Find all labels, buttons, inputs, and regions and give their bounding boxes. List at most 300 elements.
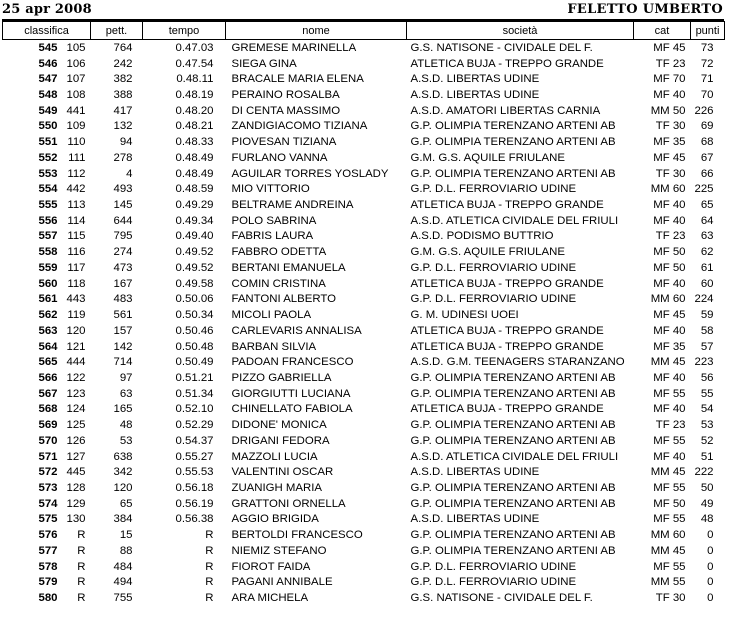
athlete-name: ZANDIGIACOMO TIZIANA [231, 120, 368, 133]
athlete-name: GIORGIUTTI LUCIANA [231, 387, 351, 400]
bib-number: 755 [113, 592, 133, 605]
finish-time: 0.48.49 [175, 151, 214, 164]
points: 55 [700, 387, 714, 400]
table-row [3, 417, 725, 433]
athlete-name: PIZZO GABRIELLA [231, 371, 332, 384]
bib-number: 157 [113, 324, 133, 337]
rank-overall: 562 [38, 309, 58, 322]
athlete-name: COMIN CRISTINA [231, 277, 326, 290]
rank-overall: 580 [38, 592, 58, 605]
rank-overall: 545 [38, 41, 58, 54]
rank-class: 105 [66, 41, 86, 54]
athlete-name: BERTANI EMANUELA [231, 261, 346, 274]
team-name: G.S. NATISONE - CIVIDALE DEL F. [410, 592, 593, 605]
category: MF 55 [653, 434, 686, 447]
team-name: G.M. G.S. AQUILE FRIULANE [410, 246, 565, 259]
rank-class: 443 [66, 293, 86, 306]
rank-class: 444 [66, 356, 86, 369]
team-name: G.P. D.L. FERROVIARIO UDINE [410, 576, 577, 589]
rank-overall: 561 [38, 293, 58, 306]
rank-class: 113 [67, 199, 86, 212]
category: TF 23 [655, 419, 686, 432]
table-row [3, 590, 725, 606]
finish-time: 0.49.40 [175, 230, 214, 243]
finish-time: 0.52.29 [175, 419, 214, 432]
table-row [3, 87, 725, 103]
athlete-name: FURLANO VANNA [231, 151, 328, 164]
finish-time: 0.49.34 [175, 214, 214, 227]
bib-number: 473 [113, 261, 133, 274]
athlete-name: BERTOLDI FRANCESCO [231, 529, 363, 542]
bib-number: 48 [119, 419, 133, 432]
rank-class: 123 [66, 387, 86, 400]
rank-class: R [77, 529, 86, 542]
team-name: G.P. D.L. FERROVIARIO UDINE [410, 261, 577, 274]
category: MF 40 [653, 324, 686, 337]
team-name: A.S.D. LIBERTAS UDINE [410, 513, 540, 526]
table-row [3, 370, 725, 386]
category: MF 40 [653, 450, 686, 463]
points: 226 [694, 104, 714, 117]
category: MM 50 [650, 104, 686, 117]
category: MM 45 [650, 544, 686, 557]
rank-class: R [77, 544, 86, 557]
rank-class: R [77, 576, 86, 589]
rank-class: R [77, 592, 86, 605]
team-name: ATLETICA BUJA - TREPPO GRANDE [410, 277, 604, 290]
team-name: ATLETICA BUJA - TREPPO GRANDE [410, 324, 604, 337]
category: MF 40 [653, 371, 686, 384]
table-row [3, 512, 725, 528]
points: 73 [700, 41, 714, 54]
rank-class: 107 [66, 73, 86, 86]
category: MF 40 [653, 277, 686, 290]
table-row [3, 527, 725, 543]
team-name: G.P. D.L. FERROVIARIO UDINE [410, 183, 577, 196]
rank-overall: 550 [38, 120, 58, 133]
athlete-name: NIEMIZ STEFANO [231, 544, 327, 557]
rank-class: 442 [66, 183, 86, 196]
athlete-name: BARBAN SILVIA [231, 340, 317, 353]
bib-number: 493 [113, 183, 133, 196]
bib-number: 97 [119, 371, 133, 384]
finish-time: 0.48.20 [175, 104, 214, 117]
category: MF 50 [653, 497, 686, 510]
rank-overall: 556 [38, 214, 58, 227]
category: MF 40 [653, 403, 686, 416]
bib-number: 120 [113, 481, 133, 494]
finish-time: 0.48.59 [175, 183, 214, 196]
points: 65 [700, 199, 714, 212]
category: MM 45 [650, 356, 686, 369]
rank-overall: 569 [38, 419, 58, 432]
athlete-name: PERAINO ROSALBA [231, 89, 340, 102]
bib-number: 795 [113, 230, 133, 243]
table-row [3, 181, 725, 197]
athlete-name: BELTRAME ANDREINA [231, 199, 354, 212]
category: TF 23 [655, 230, 686, 243]
col-header-classifica: classifica [3, 22, 91, 40]
athlete-name: MAZZOLI LUCIA [231, 450, 318, 463]
rank-class: 120 [66, 324, 86, 337]
bib-number: 94 [119, 136, 133, 149]
rank-overall: 579 [38, 576, 58, 589]
athlete-name: AGGIO BRIGIDA [231, 513, 319, 526]
team-name: A.S.D. AMATORI LIBERTAS CARNIA [410, 104, 601, 117]
rank-class: 106 [66, 57, 86, 70]
team-name: ATLETICA BUJA - TREPPO GRANDE [410, 340, 604, 353]
rank-overall: 564 [38, 340, 58, 353]
category: MM 45 [650, 466, 686, 479]
points: 51 [700, 450, 714, 463]
category: TF 23 [655, 57, 686, 70]
table-row [3, 197, 725, 213]
table-row [3, 339, 725, 355]
rank-overall: 554 [38, 183, 58, 196]
points: 57 [700, 340, 714, 353]
finish-time: 0.52.10 [175, 403, 214, 416]
category: MF 55 [653, 513, 686, 526]
finish-time: 0.50.34 [175, 309, 214, 322]
col-header-cat: cat [634, 22, 691, 40]
rank-class: 118 [67, 277, 86, 290]
team-name: G.P. D.L. FERROVIARIO UDINE [410, 293, 577, 306]
points: 69 [700, 120, 714, 133]
athlete-name: VALENTINI OSCAR [231, 466, 334, 479]
points: 70 [700, 89, 714, 102]
points: 0 [707, 592, 714, 605]
rank-class: 112 [67, 167, 86, 180]
bib-number: 4 [126, 167, 133, 180]
team-name: A.S.D. LIBERTAS UDINE [410, 466, 540, 479]
rank-class: 124 [66, 403, 86, 416]
points: 60 [700, 277, 714, 290]
team-name: G.P. OLIMPIA TERENZANO ARTENI AB [410, 434, 616, 447]
table-row [3, 543, 725, 559]
rank-class: 116 [67, 246, 86, 259]
athlete-name: ARA MICHELA [231, 592, 309, 605]
category: MF 45 [653, 41, 686, 54]
team-name: A.S.D. LIBERTAS UDINE [410, 73, 540, 86]
rank-class: 114 [67, 214, 86, 227]
category: MF 40 [653, 199, 686, 212]
table-row [3, 292, 725, 308]
rank-overall: 558 [38, 246, 58, 259]
points: 71 [700, 73, 714, 86]
rank-overall: 570 [38, 434, 58, 447]
finish-time: 0.49.58 [175, 277, 214, 290]
finish-time: 0.48.49 [175, 167, 214, 180]
team-name: G.P. OLIMPIA TERENZANO ARTENI AB [410, 544, 616, 557]
points: 50 [700, 481, 714, 494]
finish-time: 0.56.19 [175, 497, 214, 510]
finish-time: 0.48.19 [175, 89, 214, 102]
rank-overall: 551 [38, 136, 58, 149]
athlete-name: SIEGA GINA [231, 57, 297, 70]
category: TF 30 [655, 592, 686, 605]
col-header-punti: punti [691, 22, 725, 40]
rank-class: 129 [66, 497, 86, 510]
finish-time: R [205, 576, 214, 589]
rank-class: 109 [66, 120, 86, 133]
table-row [3, 56, 725, 72]
finish-time: R [205, 560, 214, 573]
team-name: G.P. OLIMPIA TERENZANO ARTENI AB [410, 167, 616, 180]
bib-number: 142 [113, 340, 133, 353]
finish-time: 0.49.52 [175, 261, 214, 274]
rank-class: 445 [66, 466, 86, 479]
rank-overall: 557 [38, 230, 58, 243]
rank-class: 115 [67, 230, 86, 243]
athlete-name: POLO SABRINA [231, 214, 317, 227]
finish-time: 0.55.27 [175, 450, 214, 463]
col-header-societa: società [407, 22, 634, 40]
rank-overall: 571 [38, 450, 58, 463]
category: MM 60 [650, 293, 686, 306]
table-row [3, 449, 725, 465]
rank-overall: 573 [38, 481, 58, 494]
table-row [3, 354, 725, 370]
athlete-name: GREMESE MARINELLA [231, 41, 357, 54]
athlete-name: MICOLI PAOLA [231, 309, 312, 322]
finish-time: R [205, 529, 214, 542]
category: MF 50 [653, 261, 686, 274]
team-name: A.S.D. ATLETICA CIVIDALE DEL FRIULI [410, 450, 619, 463]
category: MF 35 [653, 340, 686, 353]
bib-number: 88 [119, 544, 133, 557]
finish-time: 0.49.52 [175, 246, 214, 259]
rank-overall: 548 [38, 89, 58, 102]
rank-overall: 553 [38, 167, 58, 180]
table-row [3, 480, 725, 496]
team-name: G.P. OLIMPIA TERENZANO ARTENI AB [410, 419, 616, 432]
team-name: G.P. OLIMPIA TERENZANO ARTENI AB [410, 136, 616, 149]
athlete-name: CHINELLATO FABIOLA [231, 403, 353, 416]
bib-number: 167 [113, 277, 133, 290]
table-row [3, 574, 725, 590]
points: 224 [694, 293, 714, 306]
points: 225 [694, 183, 714, 196]
points: 61 [700, 261, 714, 274]
points: 53 [700, 419, 714, 432]
rank-overall: 566 [38, 371, 58, 384]
points: 52 [700, 434, 714, 447]
table-row [3, 496, 725, 512]
bib-number: 65 [119, 497, 133, 510]
rank-class: 117 [67, 261, 86, 274]
rank-class: 126 [66, 434, 86, 447]
table-row [3, 464, 725, 480]
results-table [2, 21, 725, 606]
finish-time: 0.50.49 [175, 356, 214, 369]
bib-number: 165 [113, 403, 133, 416]
finish-time: 0.48.33 [175, 136, 214, 149]
rank-class: 130 [66, 513, 86, 526]
table-row [3, 244, 725, 260]
bib-number: 638 [113, 450, 133, 463]
points: 67 [700, 151, 714, 164]
category: MF 40 [653, 89, 686, 102]
bib-number: 63 [119, 387, 133, 400]
points: 56 [700, 371, 714, 384]
points: 59 [700, 309, 714, 322]
rank-class: R [77, 560, 86, 573]
header-row [3, 22, 725, 40]
rank-class: 110 [67, 136, 86, 149]
team-name: G.P. OLIMPIA TERENZANO ARTENI AB [410, 481, 616, 494]
category: MF 35 [653, 136, 686, 149]
rank-class: 127 [66, 450, 86, 463]
team-name: G.P. OLIMPIA TERENZANO ARTENI AB [410, 529, 616, 542]
table-row [3, 276, 725, 292]
table-row [3, 323, 725, 339]
table-row [3, 229, 725, 245]
points: 66 [700, 167, 714, 180]
rank-overall: 565 [38, 356, 58, 369]
rank-class: 119 [67, 309, 86, 322]
bib-number: 484 [113, 560, 133, 573]
col-header-tempo: tempo [143, 22, 226, 40]
bib-number: 384 [113, 513, 133, 526]
points: 63 [700, 230, 714, 243]
rank-overall: 559 [38, 261, 58, 274]
rank-overall: 567 [38, 387, 58, 400]
table-row [3, 150, 725, 166]
rank-overall: 576 [38, 529, 58, 542]
rank-class: 108 [66, 89, 86, 102]
table-row [3, 213, 725, 229]
finish-time: 0.49.29 [175, 199, 214, 212]
finish-time: 0.48.21 [175, 120, 214, 133]
category: MF 45 [653, 151, 686, 164]
athlete-name: DI CENTA MASSIMO [231, 104, 341, 117]
points: 223 [694, 356, 714, 369]
athlete-name: ZUANIGH MARIA [231, 481, 322, 494]
finish-time: 0.48.11 [176, 73, 214, 86]
bib-number: 714 [113, 356, 133, 369]
athlete-name: FIOROT FAIDA [231, 560, 311, 573]
team-name: ATLETICA BUJA - TREPPO GRANDE [410, 57, 604, 70]
athlete-name: AGUILAR TORRES YOSLADY [231, 167, 389, 180]
finish-time: R [205, 544, 214, 557]
team-name: A.S.D. ATLETICA CIVIDALE DEL FRIULI [410, 214, 619, 227]
rank-overall: 560 [38, 277, 58, 290]
col-header-pettorale: pett. [91, 22, 143, 40]
category: MF 40 [653, 214, 686, 227]
bib-number: 494 [113, 576, 133, 589]
bib-number: 132 [113, 120, 133, 133]
table-row [3, 71, 725, 87]
team-name: G.P. OLIMPIA TERENZANO ARTENI AB [410, 497, 616, 510]
race-date: 25 apr 2008 [2, 2, 92, 17]
team-name: ATLETICA BUJA - TREPPO GRANDE [410, 199, 604, 212]
bib-number: 274 [113, 246, 133, 259]
team-name: G.P. OLIMPIA TERENZANO ARTENI AB [410, 387, 616, 400]
category: TF 30 [655, 120, 686, 133]
team-name: A.S.D. PODISMO BUTTRIO [410, 230, 554, 243]
category: MF 70 [653, 73, 686, 86]
athlete-name: MIO VITTORIO [231, 183, 310, 196]
table-row [3, 166, 725, 182]
rank-overall: 563 [38, 324, 58, 337]
bib-number: 561 [113, 309, 133, 322]
rank-overall: 552 [38, 151, 58, 164]
athlete-name: PADOAN FRANCESCO [231, 356, 354, 369]
rank-class: 122 [66, 371, 86, 384]
points: 62 [700, 246, 714, 259]
rank-overall: 549 [38, 104, 58, 117]
rank-overall: 547 [38, 73, 58, 86]
rank-overall: 578 [38, 560, 58, 573]
points: 0 [707, 560, 714, 573]
category: MM 60 [650, 183, 686, 196]
athlete-name: PIOVESAN TIZIANA [231, 136, 337, 149]
rank-class: 111 [68, 151, 86, 164]
points: 68 [700, 136, 714, 149]
points: 49 [700, 497, 714, 510]
rank-class: 441 [66, 104, 86, 117]
athlete-name: BRACALE MARIA ELENA [231, 73, 364, 86]
rank-overall: 555 [38, 199, 58, 212]
team-name: G.P. D.L. FERROVIARIO UDINE [410, 560, 577, 573]
rank-overall: 572 [38, 466, 58, 479]
finish-time: R [205, 592, 214, 605]
points: 58 [700, 324, 714, 337]
rank-overall: 574 [38, 497, 58, 510]
category: MM 55 [650, 576, 686, 589]
category: MF 45 [653, 309, 686, 322]
category: MM 60 [650, 529, 686, 542]
team-name: A.S.D. G.M. TEENAGERS STARANZANO [410, 356, 625, 369]
rank-overall: 575 [38, 513, 58, 526]
finish-time: 0.50.06 [175, 293, 214, 306]
athlete-name: FANTONI ALBERTO [231, 293, 336, 306]
table-row [3, 103, 725, 119]
team-name: G. M. UDINESI UOEI [410, 309, 519, 322]
table-row [3, 40, 725, 56]
rank-class: 121 [66, 340, 86, 353]
finish-time: 0.56.18 [175, 481, 214, 494]
athlete-name: DIDONE' MONICA [231, 419, 327, 432]
team-name: G.P. OLIMPIA TERENZANO ARTENI AB [410, 371, 616, 384]
finish-time: 0.56.38 [175, 513, 214, 526]
table-row [3, 559, 725, 575]
bib-number: 145 [113, 199, 133, 212]
finish-time: 0.50.46 [175, 324, 214, 337]
athlete-name: PAGANI ANNIBALE [231, 576, 333, 589]
table-row [3, 119, 725, 135]
finish-time: 0.51.21 [175, 371, 214, 384]
rank-class: 125 [66, 419, 86, 432]
bib-number: 417 [113, 104, 133, 117]
athlete-name: GRATTONI ORNELLA [231, 497, 346, 510]
category: MF 55 [653, 560, 686, 573]
category: MF 55 [653, 481, 686, 494]
points: 0 [707, 576, 714, 589]
bib-number: 53 [119, 434, 133, 447]
points: 48 [700, 513, 714, 526]
athlete-name: CARLEVARIS ANNALISA [231, 324, 362, 337]
category: MF 55 [653, 387, 686, 400]
category: TF 30 [655, 167, 686, 180]
rank-overall: 546 [38, 57, 58, 70]
finish-time: 0.50.48 [175, 340, 214, 353]
team-name: A.S.D. LIBERTAS UDINE [410, 89, 540, 102]
team-name: G.M. G.S. AQUILE FRIULANE [410, 151, 565, 164]
team-name: ATLETICA BUJA - TREPPO GRANDE [410, 403, 604, 416]
points: 72 [700, 57, 714, 70]
bib-number: 483 [113, 293, 133, 306]
